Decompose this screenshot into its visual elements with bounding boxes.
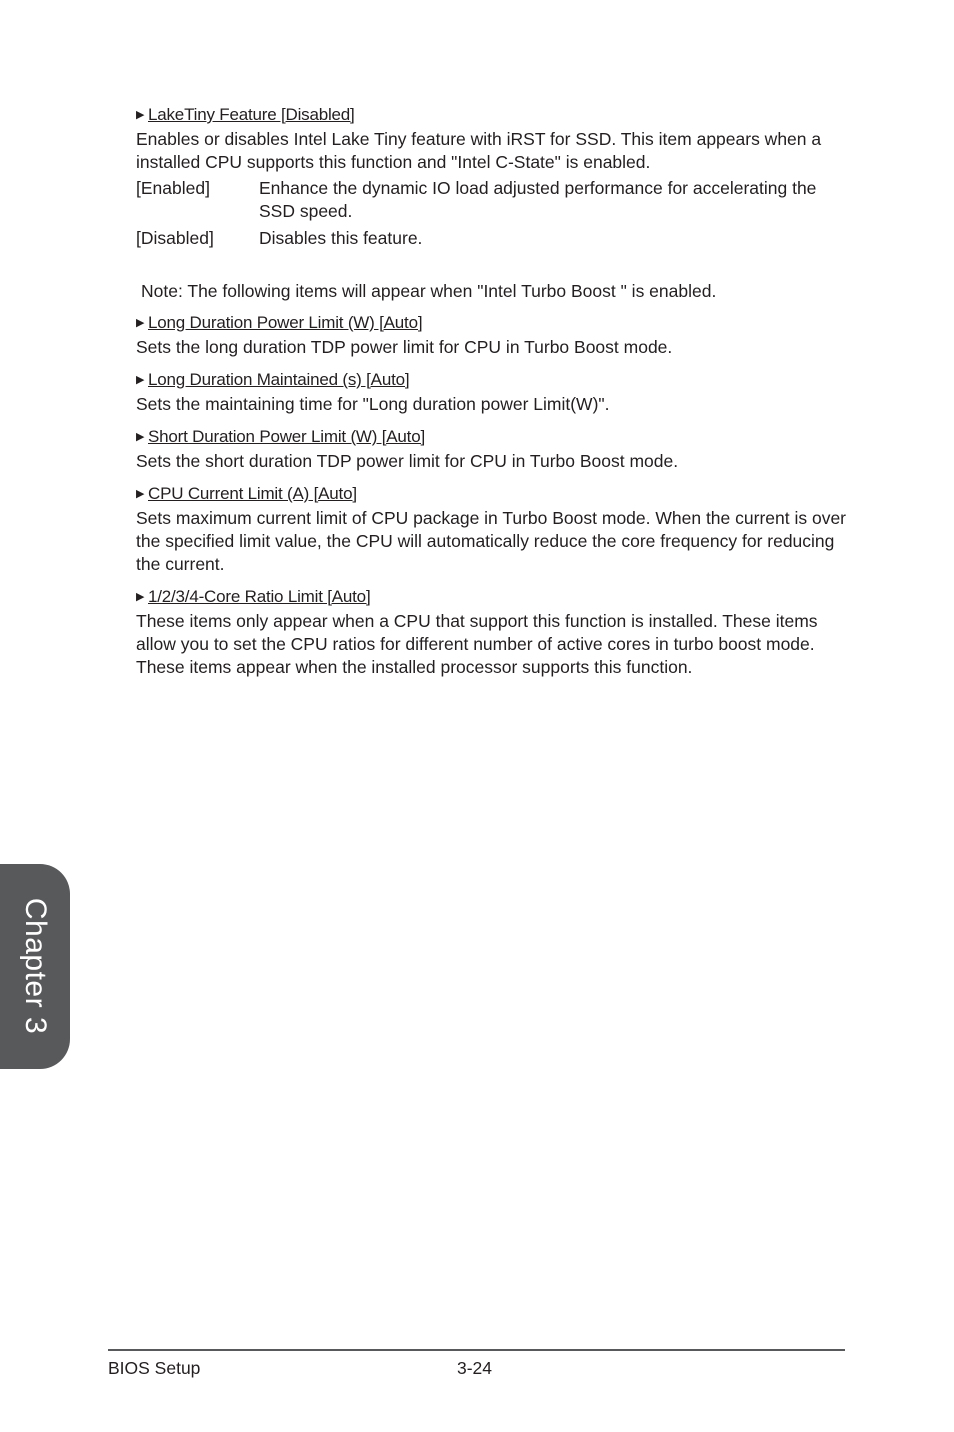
item-description: Sets maximum current limit of CPU package in Turbo Boost mode. When the current is over the specified limit value, the CPU will automatically reduce the core frequency for reducing the current. [136, 508, 847, 574]
item-heading [134, 586, 844, 608]
item-core-ratio-limit [136, 586, 846, 679]
footer-page-number: 3-24 [457, 1358, 493, 1378]
item-heading-text: Short Duration Power Limit (W) [Auto] [148, 427, 425, 446]
item-description: Sets the maintaining time for "Long duration power Limit(W)". [136, 394, 610, 414]
chapter-tab [0, 864, 70, 1069]
item-heading [134, 426, 844, 448]
option-key: [Enabled] [136, 178, 210, 198]
footer-divider [108, 1349, 845, 1351]
laketiny-heading-text: LakeTiny Feature [Disabled] [148, 105, 355, 124]
item-long-duration-maintained [136, 369, 846, 416]
laketiny-section [136, 104, 846, 250]
option-desc: Disables this feature. [259, 228, 423, 248]
arrow-right-icon: ▶ [136, 109, 145, 121]
item-description: These items only appear when a CPU that support this function is installed. These items allow you to set the CPU ratios for different number of active cores in turbo boost mode. These items appear when the installed processor supports this function. [136, 611, 818, 677]
chapter-label: Chapter 3 [19, 897, 52, 1035]
turbo-boost-note: Note: The following items will appear when "Intel Turbo Boost " is enabled. [141, 281, 717, 301]
item-heading [134, 483, 844, 505]
item-heading-text: Long Duration Maintained (s) [Auto] [148, 370, 410, 389]
laketiny-heading [134, 104, 844, 126]
item-heading-text: Long Duration Power Limit (W) [Auto] [148, 313, 423, 332]
item-long-duration-power-limit [136, 312, 846, 359]
arrow-right-icon: ▶ [136, 374, 145, 386]
arrow-right-icon: ▶ [136, 317, 145, 329]
item-description: Sets the long duration TDP power limit for CPU in Turbo Boost mode. [136, 337, 673, 357]
item-cpu-current-limit [136, 483, 846, 576]
option-row-enabled [136, 177, 846, 223]
item-heading-text: 1/2/3/4-Core Ratio Limit [Auto] [148, 587, 371, 606]
arrow-right-icon: ▶ [136, 591, 145, 603]
item-heading [134, 312, 844, 334]
item-short-duration-power-limit [136, 426, 846, 473]
arrow-right-icon: ▶ [136, 488, 145, 500]
item-heading [134, 369, 844, 391]
laketiny-description: Enables or disables Intel Lake Tiny feature with iRST for SSD. This item appears when a installed CPU supports this function and "Intel C-State" is enabled. [136, 129, 822, 172]
option-key: [Disabled] [136, 228, 214, 248]
option-row-disabled [136, 227, 846, 250]
item-description: Sets the short duration TDP power limit for CPU in Turbo Boost mode. [136, 451, 679, 471]
footer-section-title: BIOS Setup [108, 1358, 201, 1378]
item-heading-text: CPU Current Limit (A) [Auto] [148, 484, 357, 503]
arrow-right-icon: ▶ [136, 431, 145, 443]
option-desc: Enhance the dynamic IO load adjusted performance for accelerating the SSD speed. [259, 178, 817, 221]
page-content [136, 104, 846, 689]
